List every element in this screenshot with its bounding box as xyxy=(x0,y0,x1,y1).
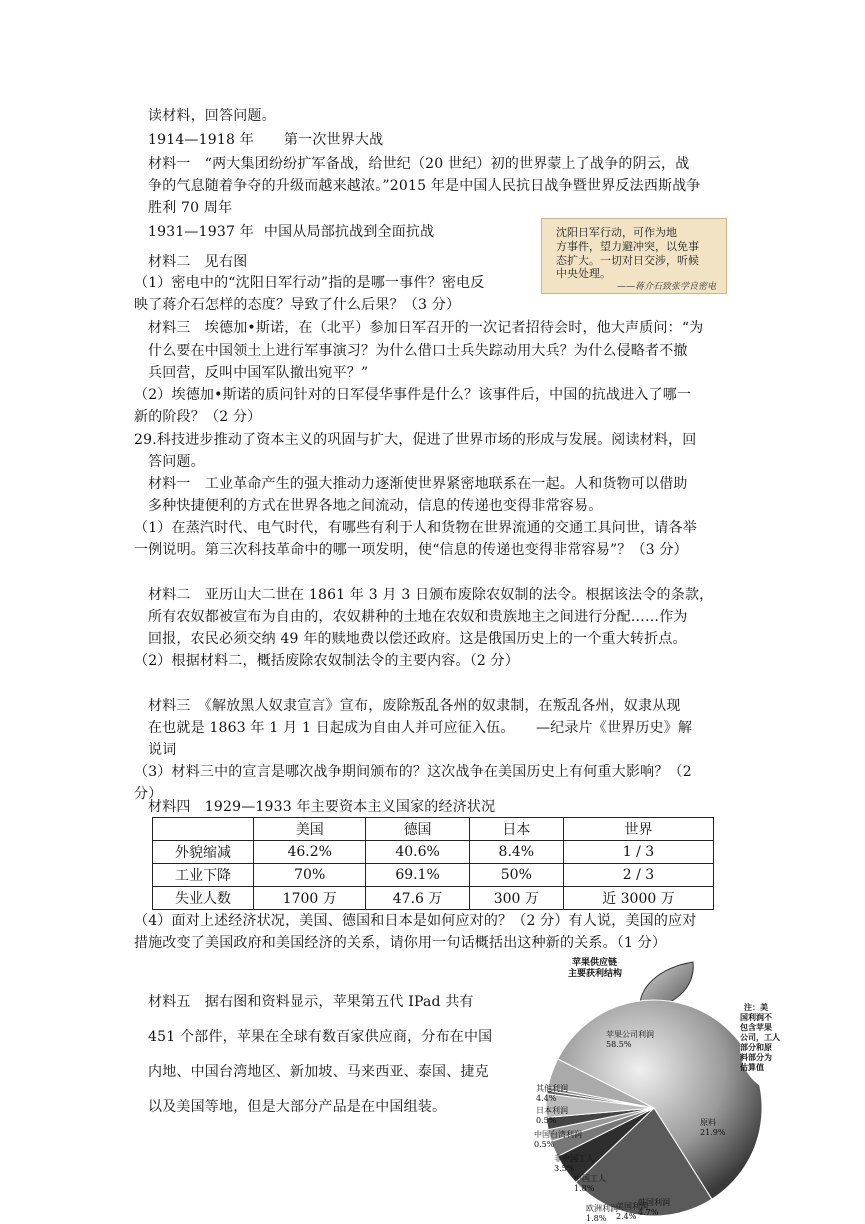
q29-material-1-line-1: 材料一 工业革命产生的强大推动力逐渐使世界紧密地联系在一起。人和货物可以借助 xyxy=(148,476,688,492)
q29-material-5-line-1: 材料五 据右图和资料显示，苹果第五代 IPad 共有 xyxy=(148,994,474,1010)
war-period-line xyxy=(148,222,434,242)
chart-note-5: 部分和原 xyxy=(740,1042,772,1052)
chart-note-6: 料部分为 xyxy=(740,1052,772,1062)
table-cell: 失业人数 xyxy=(153,887,254,910)
telegram-image xyxy=(541,218,727,294)
slice-label xyxy=(554,1154,594,1174)
slice-label xyxy=(574,1174,606,1194)
table-cell: 300 万 xyxy=(469,887,563,910)
q29-material-2-line-2: 所有农奴都被宣布为自由的，农奴耕种的土地在农奴和贵族地主之间进行分配……作为 xyxy=(148,609,688,625)
q29-material-2-line-3: 回报，农民必须交纳 49 年的赎地费以偿还政府。这是俄国历史上的一个重大转折点。 xyxy=(148,631,687,647)
slice-label xyxy=(536,1106,568,1126)
q29-question-4-line-2: 措施改变了美国政府和美国经济的关系，请你用一句话概括出这种新的关系。（1 分） xyxy=(134,935,667,951)
slice-label-value: 2.4% xyxy=(616,1212,637,1221)
table-header-cell: 德国 xyxy=(366,818,469,841)
q29-material-3-line-2: 在也就是 1863 年 1 月 1 日起成为自由人并可应征入伍。 —纪录片《世界历史》解 xyxy=(148,720,693,736)
q29-question-1-line-2: 一例说明。第三次科技革命中的哪一项发明，使“信息的传递也变得非常容易”？（3 分） xyxy=(134,542,688,558)
table-cell: 2 / 3 xyxy=(563,864,713,887)
question-2-line-1: （2）埃德加•斯诺的质问针对的日军侵华事件是什么？该事件后，中国的抗战进入了哪一 xyxy=(134,387,692,403)
q29-material-1-line-2: 多种快捷便利的方式在世界各地之间流动，信息的传递也变得非常容易。 xyxy=(148,498,603,514)
slice-label-name: 非中国工人 xyxy=(554,1154,594,1163)
slice-label-name: 其他利润 xyxy=(536,1084,568,1093)
q29-question-2: （2）根据材料二，概括废除农奴制法令的主要内容。（2 分） xyxy=(134,653,520,669)
material-3-line-2: 什么要在中国领土上进行军事演习？为什么借口士兵失踪动用大兵？为什么侵略者不撤 xyxy=(148,343,688,359)
table-cell: 40.6% xyxy=(366,841,469,864)
question-29-line-2: 答问题。 xyxy=(148,454,205,470)
slice-label-value: 4.4% xyxy=(536,1094,557,1103)
slice-label-name: 苹果公司利润 xyxy=(606,1030,654,1039)
chart-note-1: 注：美 xyxy=(744,1002,768,1012)
slice-label-name: 欧洲利润 xyxy=(586,1204,618,1213)
slice-label-value: 4.7% xyxy=(638,1208,659,1217)
ww1-name: 第一次世界大战 xyxy=(283,132,384,148)
slice-label-name: 中国台湾利润 xyxy=(534,1130,582,1139)
material-1-line-1: 材料一 “两大集团纷纷扩军备战，给世纪（20 世纪）初的世界蒙上了战争的阴云，战 xyxy=(148,156,690,172)
question-1-line-1: （1）密电中的“沈阳日军行动”指的是哪一事件？密电反 xyxy=(134,275,485,291)
slice-label-value: 1.8% xyxy=(586,1214,607,1223)
table-header-cell: 世界 xyxy=(563,818,713,841)
q29-material-5-line-3: 内地、中国台湾地区、新加坡、马来西亚、泰国、捷克 xyxy=(148,1064,489,1080)
table-header-cell xyxy=(153,818,254,841)
apple-profit-chart xyxy=(528,958,790,1223)
question-2-line-2: 新的阶段？（2 分） xyxy=(134,409,262,425)
table-cell: 1700 万 xyxy=(254,887,366,910)
q29-material-5-line-4: 以及美国等地，但是大部分产品是在中国组装。 xyxy=(148,1099,447,1115)
material-3-line-3: 兵回营，反叫中国军队撤出宛平？” xyxy=(148,365,369,381)
table-header-cell: 美国 xyxy=(254,818,366,841)
ww1-line xyxy=(148,130,383,150)
slice-label xyxy=(616,1202,648,1222)
slice-label-value: 58.5% xyxy=(606,1040,632,1049)
slice-label xyxy=(606,1030,654,1050)
slice-label-value: 0.5% xyxy=(536,1116,557,1125)
table-cell: 70% xyxy=(254,864,366,887)
ww1-years: 1914—1918 年 xyxy=(148,132,254,148)
slice-label xyxy=(700,1118,725,1138)
chart-note-7: 估算值 xyxy=(740,1062,764,1072)
slice-label-value: 1.8% xyxy=(574,1184,595,1193)
q29-question-1-line-1: （1）在蒸汽时代、电气时代，有哪些有利于人和货物在世界流通的交通工具问世，请各举 xyxy=(134,520,697,536)
table-cell: 工业下降 xyxy=(153,864,254,887)
table-cell: 47.6 万 xyxy=(366,887,469,910)
material-1-line-3: 胜利 70 周年 xyxy=(148,200,233,216)
telegram-signature: ——蒋介石致张学良密电 xyxy=(616,282,716,292)
q29-material-3-line-1: 材料三 《解放黑人奴隶宣言》宣布，废除叛乱各州的奴隶制，在叛乱各州，奴隶从现 xyxy=(148,698,681,714)
slice-label-name: 美国利润 xyxy=(616,1202,648,1211)
slice-label-name: 中国工人 xyxy=(574,1174,606,1183)
slice-label xyxy=(536,1084,568,1104)
q29-material-4: 材料四 1929—1933 年主要资本主义国家的经济状况 xyxy=(148,799,496,815)
table-row xyxy=(153,887,714,910)
chart-title-2: 主要获利结构 xyxy=(568,969,623,979)
chart-note-4: 公司，工人 xyxy=(740,1032,780,1042)
slice-label xyxy=(586,1204,618,1224)
table-cell: 8.4% xyxy=(469,841,563,864)
table-cell: 50% xyxy=(469,864,563,887)
table-row xyxy=(153,841,714,864)
telegram-line-2: 方事件，望力避冲突，以免事 xyxy=(556,240,699,253)
table-header-cell: 日本 xyxy=(469,818,563,841)
q29-material-3-line-3: 说词 xyxy=(148,742,177,758)
question-1-line-2: 映了蒋介石怎样的态度？导致了什么后果？（3 分） xyxy=(134,297,461,313)
q29-question-4-line-1: （4）面对上述经济状况，美国、德国和日本是如何应对的？（2 分）有人说，美国的应对 xyxy=(134,913,697,929)
q29-material-2-line-1: 材料二 亚历山大二世在 1861 年 3 月 3 日颁布废除农奴制的法令。根据该法令的条款， xyxy=(148,587,714,603)
material-3-line-1: 材料三 埃德加•斯诺，在（北平）参加日军召开的一次记者招待会时，他大声质问：“为 xyxy=(148,320,704,336)
telegram-line-3: 态扩大。一切对日交涉，听候 xyxy=(556,254,699,267)
table-cell: 69.1% xyxy=(366,864,469,887)
slice-label-value: 3.5% xyxy=(554,1164,575,1173)
q29-material-5-line-2: 451 个部件，苹果在全球有数百家供应商，分布在中国 xyxy=(148,1029,493,1045)
table-cell: 46.2% xyxy=(254,841,366,864)
table-cell: 1 / 3 xyxy=(563,841,713,864)
slice-label-name: 韩国利润 xyxy=(638,1198,670,1207)
telegram-line-1: 沈阳日军行动，可作为地 xyxy=(556,226,677,239)
war-name: 中国从局部抗战到全面抗战 xyxy=(263,224,435,240)
q29-question-3-line-2: 分） xyxy=(134,786,163,802)
war-years: 1931—1937 年 xyxy=(148,224,254,240)
chart-note-3: 包含苹果 xyxy=(740,1022,772,1032)
slice-label-name: 日本利润 xyxy=(536,1106,568,1115)
chart-note-2: 国利润不 xyxy=(740,1012,772,1022)
economy-table xyxy=(152,817,714,910)
intro: 读材料，回答问题。 xyxy=(148,108,276,124)
chart-title-1: 苹果供应链 xyxy=(572,958,618,968)
slice-label-value: 21.9% xyxy=(700,1128,726,1137)
table-row xyxy=(153,864,714,887)
slice-label-name: 原料 xyxy=(700,1118,716,1127)
slice-label-value: 0.5% xyxy=(534,1140,555,1149)
table-header-row xyxy=(153,818,714,841)
q29-question-3-line-1: （3）材料三中的宣言是哪次战争期间颁布的？这次战争在美国历史上有何重大影响？（2 xyxy=(134,764,692,780)
question-29-line-1: 29.科技进步推动了资本主义的巩固与扩大，促进了世界市场的形成与发展。阅读材料，回 xyxy=(134,432,697,448)
table-cell: 外貌缩减 xyxy=(153,841,254,864)
telegram-line-4: 中央处理。 xyxy=(556,267,611,280)
material-1-line-2: 争的气息随着争夺的升级而越来越浓。”2015 年是中国人民抗日战争暨世界反法西斯战争 xyxy=(148,178,701,194)
table-cell: 近 3000 万 xyxy=(563,887,713,910)
material-2: 材料二 见右图 xyxy=(148,254,248,270)
slice-label xyxy=(534,1130,582,1150)
